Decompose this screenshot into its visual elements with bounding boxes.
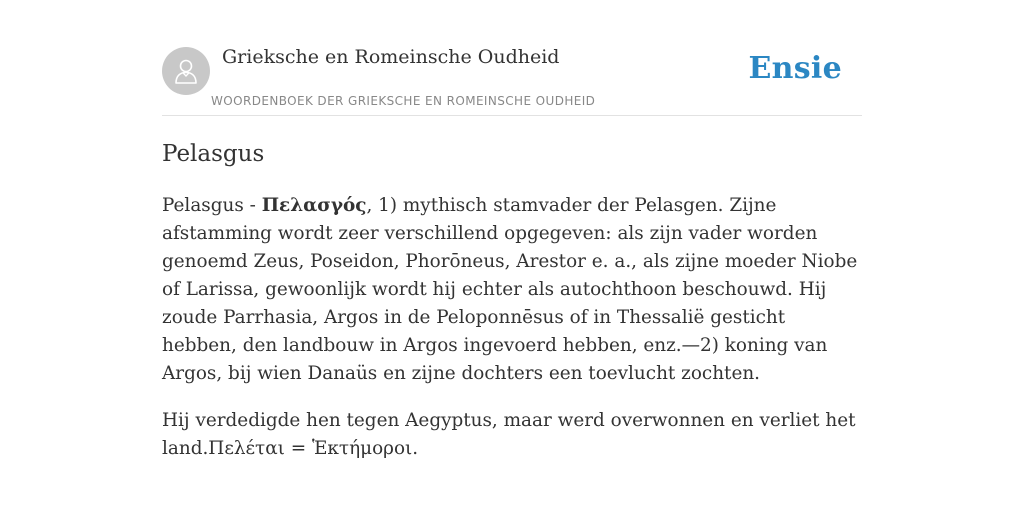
entry-card [162,0,862,459]
source-avatar[interactable] [162,47,210,95]
entry-definition [162,192,862,482]
definition-text: , 1) mythisch stamvader der Pelasgen. Zijne afstamming wordt zeer verschillend opgegeven: als zijn vader worden genoemd Zeus, Poseidon, Phorōneus, Arestor e. a., als zijne moeder Niobe of Larissa, gewoonlijk wordt hij echter als autochthoon beschouwd. Hij zoude Parrhasia, Argos in de Peloponnēsus of in Thessalië gesticht hebben, den landbouw in Argos ingevoerd hebben, enz.—2) koning van Argos, bij wien Danaüs en zijne dochters een toevlucht zochten. [162,195,858,384]
definition-paragraph-1 [162,192,862,388]
definition-prefix: Pelasgus - [162,195,262,216]
user-icon [173,57,199,85]
source-header [162,0,862,116]
source-subtitle: WOORDENBOEK DER GRIEKSCHE EN ROMEINSCHE OUDHEID [211,94,596,108]
source-title[interactable]: Grieksche en Romeinsche Oudheid [222,46,560,68]
ensie-logo[interactable]: Ensie [748,51,842,86]
definition-paragraph-2: Hij verdedigde hen tegen Aegyptus, maar werd overwonnen en verliet het land.Πελέται = Ἑκτήμοροι. [162,410,856,459]
entry-title: Pelasgus [162,141,265,167]
greek-term: Πελασγός [261,195,367,216]
